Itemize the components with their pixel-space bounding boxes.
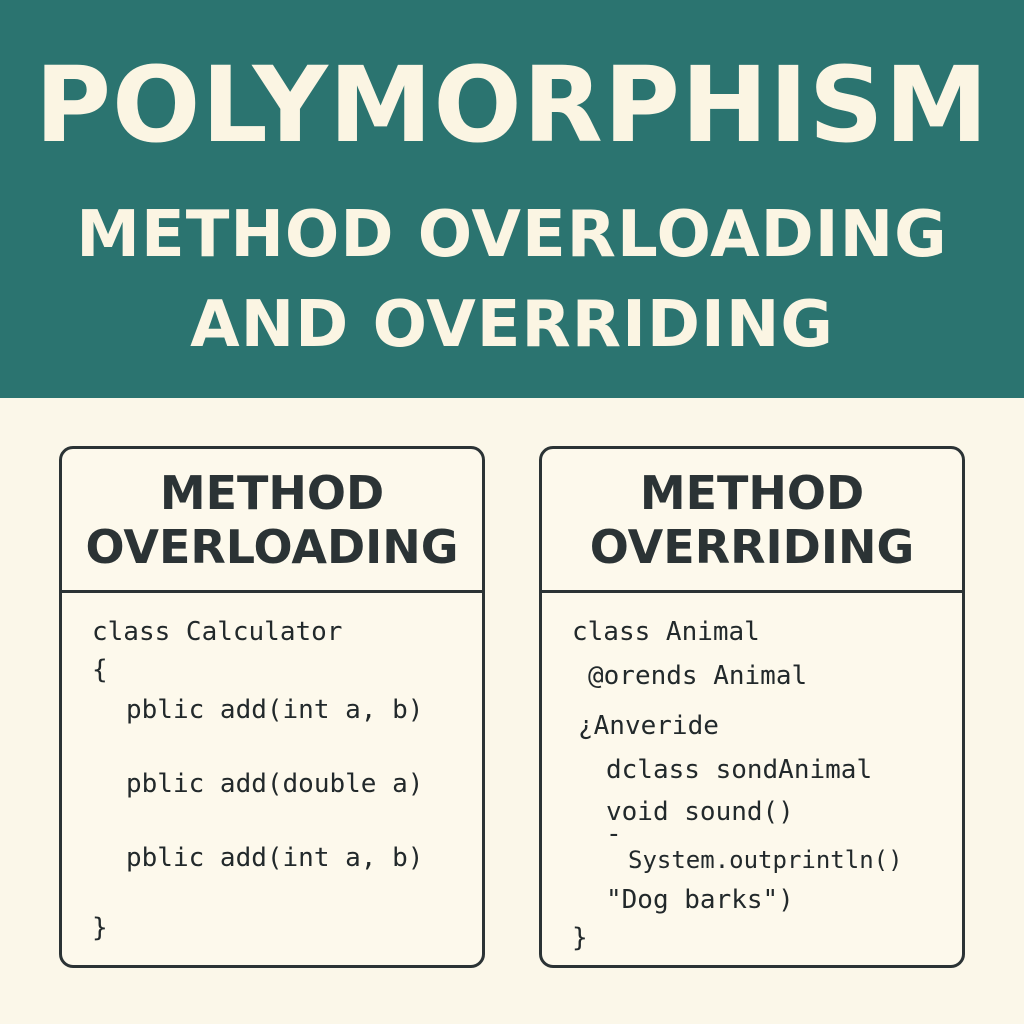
overriding-card (539, 446, 965, 968)
code-line: - (606, 819, 622, 849)
code-line: pblic add(double a) (126, 769, 424, 799)
overriding-card-heading (542, 449, 962, 593)
overriding-heading-line-1: METHOD (639, 465, 865, 520)
code-line: System.outprintln() (628, 846, 903, 874)
page-subtitle (0, 190, 1024, 370)
overloading-heading-line-1: METHOD (159, 465, 385, 520)
overriding-heading-line-2: OVERRIDING (589, 519, 915, 574)
code-line: "Dog barks") (606, 885, 794, 915)
code-line: class Calculator (92, 617, 343, 647)
code-line: } (92, 913, 108, 943)
overloading-heading-line-2: OVERLOADING (85, 519, 459, 574)
code-line: @orends Animal (588, 661, 808, 691)
code-line: ¿Anveride (578, 711, 719, 741)
code-line: pblic add(int a, b) (126, 843, 424, 873)
code-line: void sound() (606, 797, 794, 827)
code-line: } (572, 923, 588, 953)
subtitle-line-2: AND OVERRIDING (190, 288, 834, 362)
code-line: { (92, 655, 108, 685)
page-title: POLYMORPHISM (34, 44, 990, 166)
overloading-card (59, 446, 485, 968)
subtitle-line-1: METHOD OVERLOADING (76, 198, 948, 272)
code-line: dclass sondAnimal (606, 755, 873, 785)
code-line: pblic add(int a, b) (126, 695, 424, 725)
overloading-card-heading (62, 449, 482, 593)
code-line: class Animal (572, 617, 760, 647)
title-banner (0, 0, 1024, 398)
